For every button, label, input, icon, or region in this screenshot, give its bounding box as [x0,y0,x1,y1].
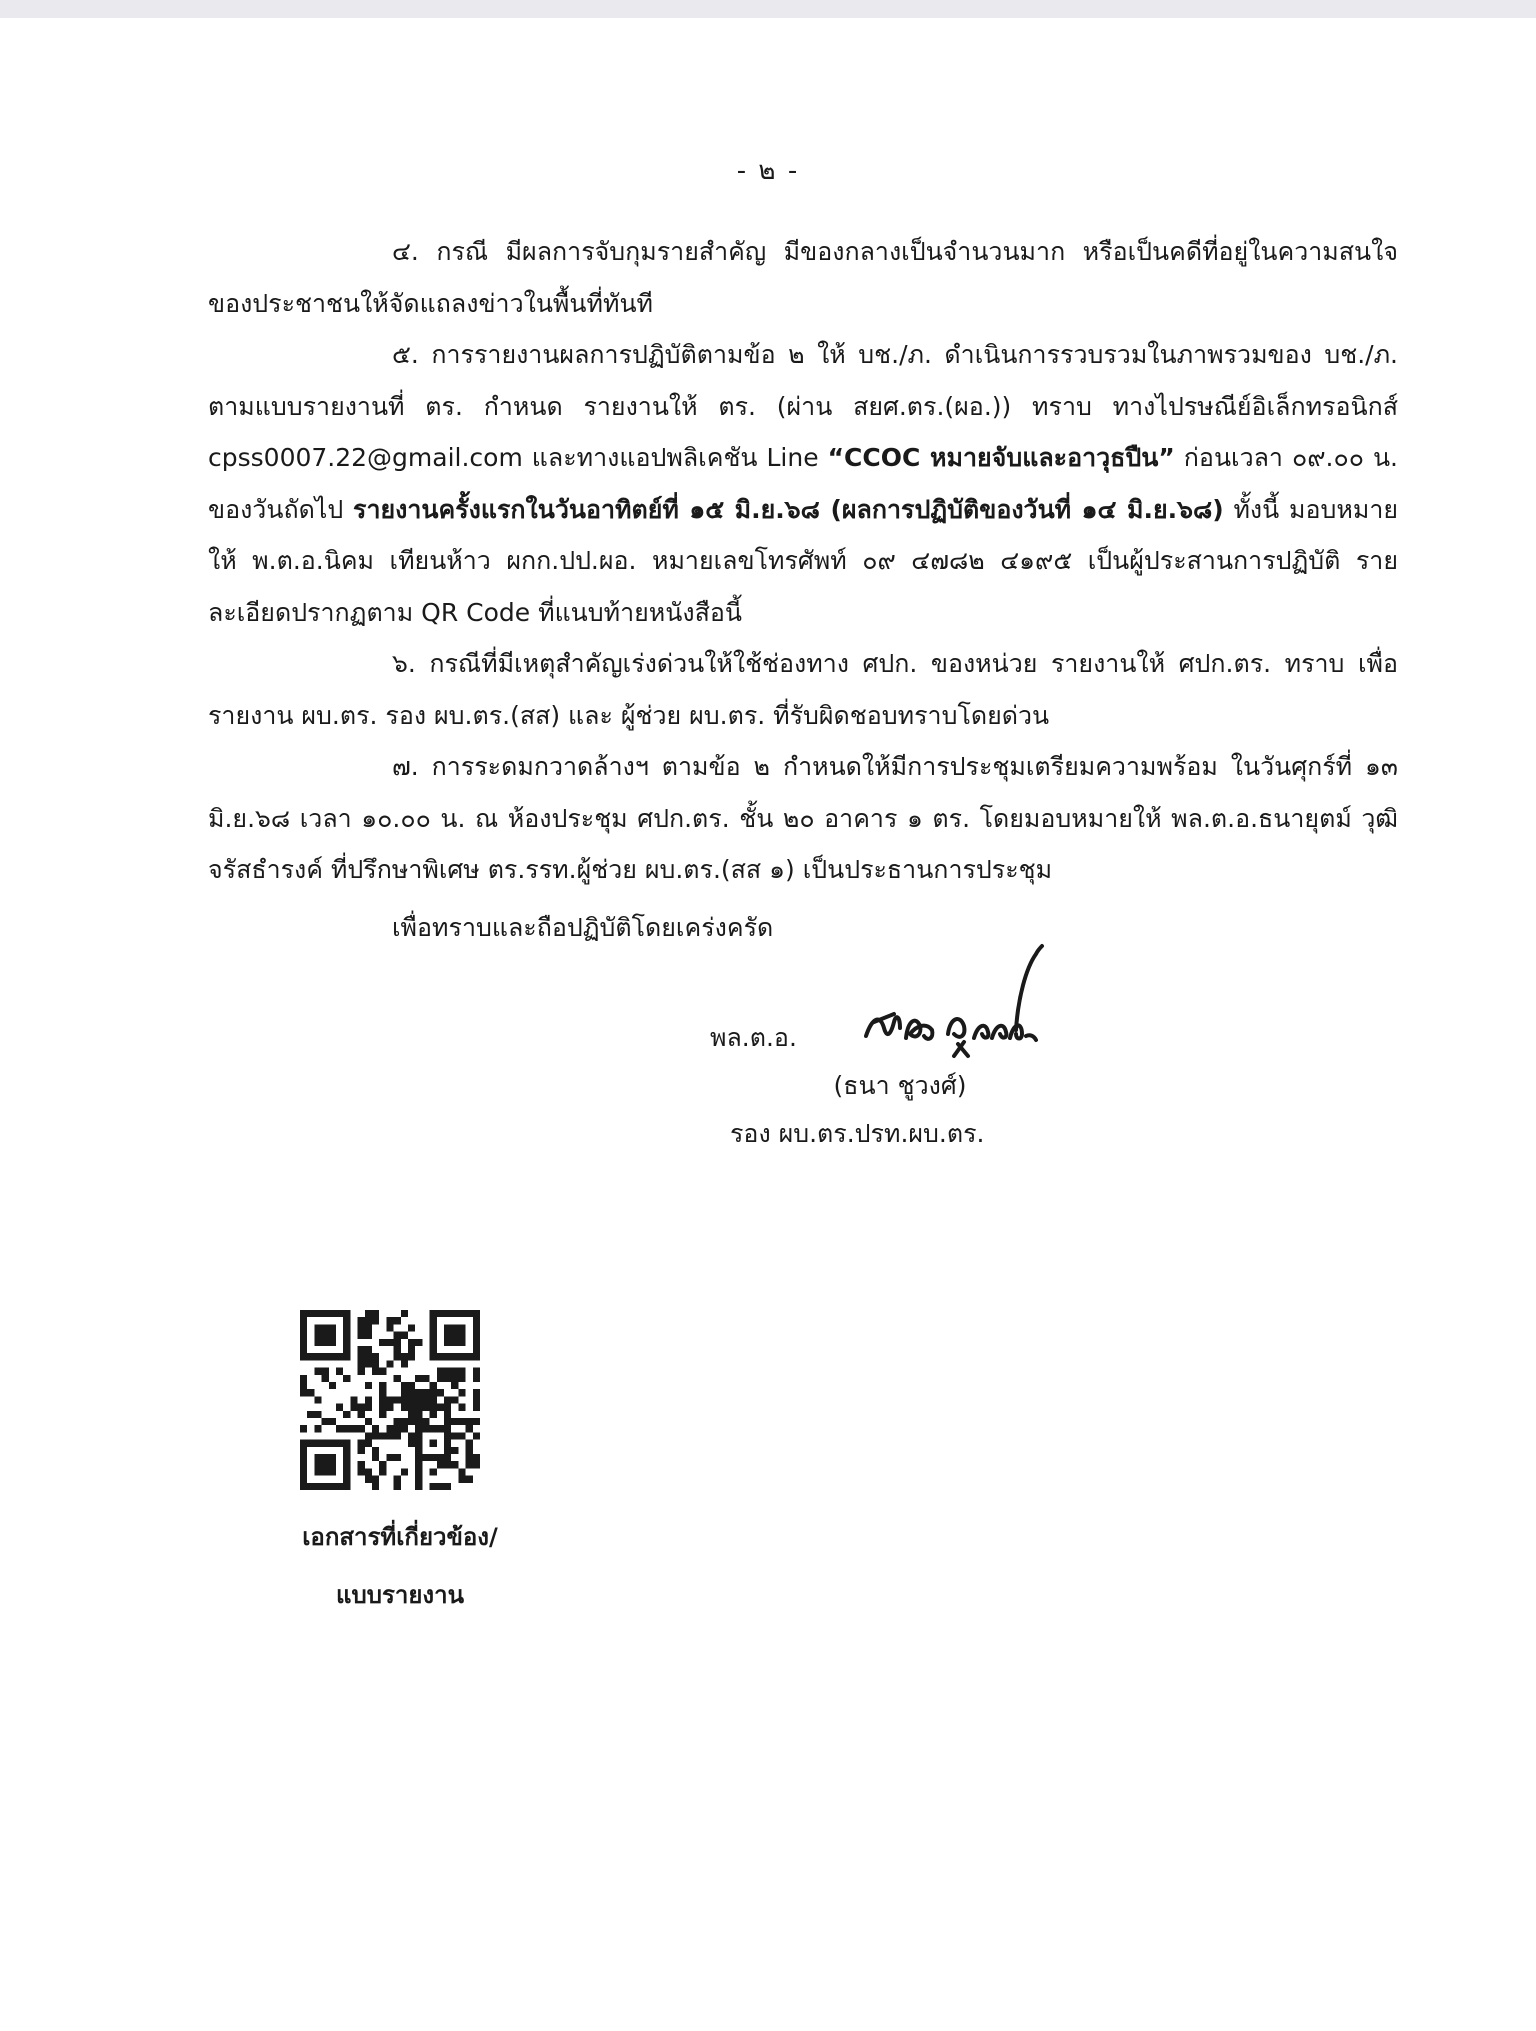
signer-name: (ธนา ชูวงศ์) [833,1071,967,1100]
signer-rank: พล.ต.อ. [710,1023,797,1052]
paragraph-5-part1: ๕. การรายงานผลการปฏิบัติตามข้อ ๒ ให้ บช./ภ. ดำเนินการรวบรวมในภาพรวมของ บช./ภ. ตามแบบรายงานที่ ตร. กำหนด รายงานให้ ตร. (ผ่าน สยศ.ตร.(ผอ.)) ทราบ ทางไปรษณีย์อิเล็กทรอนิกส์ cpss0007.22@gmail.com และทางแอปพลิเคชัน Line [208,340,1398,472]
paragraph-4 [208,226,1398,329]
paragraph-5 [208,329,1398,638]
paragraph-7-text: ๗. การระดมกวาดล้างฯ ตามข้อ ๒ กำหนดให้มีการประชุมเตรียมความพร้อม ในวันศุกร์ที่ ๑๓ มิ.ย.๖๘ เวลา ๑๐.๐๐ น. ณ ห้องประชุม ศปก.ตร. ชั้น ๒๐ อาคาร ๑ ตร. โดยมอบหมายให้ พล.ต.อ.ธนายุตม์ วุฒิจรัสธำรงค์ ที่ปรึกษาพิเศษ ตร.รรท.ผู้ช่วย ผบ.ตร.(สส ๑) เป็นประธานการประชุม [208,752,1398,884]
signer-position: รอง ผบ.ตร.ปรท.ผบ.ตร. [730,1119,985,1148]
signature-block [700,918,1100,1168]
line-group-name: “CCOC หมายจับและอาวุธปืน” [827,443,1175,472]
document-body [208,226,1398,953]
closing-line: เพื่อทราบและถือปฏิบัติโดยเคร่งครัด [392,912,774,942]
qr-caption [280,1508,520,1624]
qr-block [280,1310,520,1624]
qr-code[interactable] [300,1310,480,1490]
paragraph-6-text: ๖. กรณีที่มีเหตุสำคัญเร่งด่วนให้ใช้ช่องทาง ศปก. ของหน่วย รายงานให้ ศปก.ตร. ทราบ เพื่อรายงาน ผบ.ตร. รอง ผบ.ตร.(สส) และ ผู้ช่วย ผบ.ตร. ที่รับผิดชอบทราบโดยด่วน [208,649,1398,730]
qr-caption-line1: เอกสารที่เกี่ยวข้อง/ [302,1523,498,1551]
qr-caption-line2: แบบรายงาน [336,1581,464,1609]
document-page [0,18,1536,2031]
first-report-date: รายงานครั้งแรกในวันอาทิตย์ที่ ๑๕ มิ.ย.๖๘ (ผลการปฏิบัติของวันที่ ๑๔ มิ.ย.๖๘) [353,494,1224,524]
handwritten-signature [850,918,1050,1068]
paragraph-6 [208,638,1398,741]
paragraph-4-text: ๔. กรณี มีผลการจับกุมรายสำคัญ มีของกลางเป็นจำนวนมาก หรือเป็นคดีที่อยู่ในความสนใจของประชาชนให้จัดแถลงข่าวในพื้นที่ทันที [208,237,1398,318]
paragraph-5-part3: ทั้งนี้ มอบหมายให้ พ.ต.อ.นิคม เทียนห้าว ผกก.ปป.ผอ. หมายเลขโทรศัพท์ ๐๙ ๔๗๘๒ ๔๑๙๕ เป็นผู้ประสานการปฏิบัติ รายละเอียดปรากฏตาม QR Code ที่แนบท้ายหนังสือนี้ [208,494,1399,627]
paragraph-7 [208,741,1398,896]
viewer-top-bar [0,0,1536,19]
paragraph-5-part2: ก่อนเวลา ๐๙.๐๐ น. ของวันถัดไป [208,443,1399,524]
page-number: - ๒ - [736,156,800,186]
